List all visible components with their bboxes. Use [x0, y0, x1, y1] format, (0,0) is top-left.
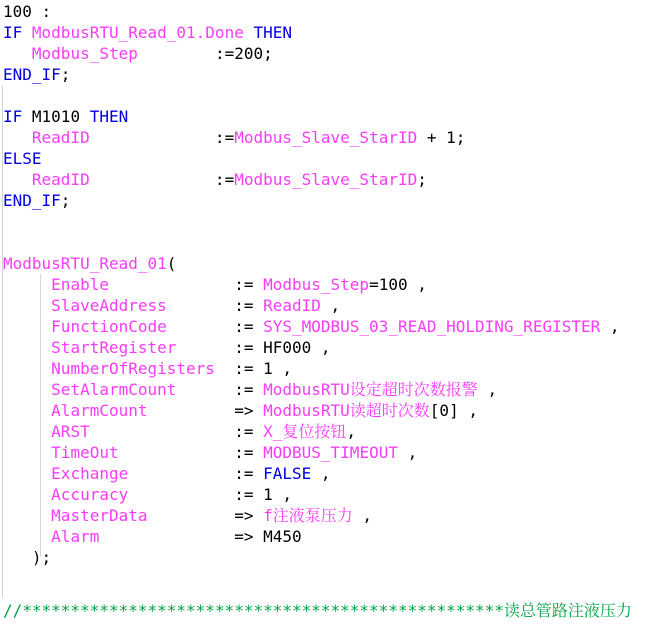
code-token: =100 , — [369, 275, 427, 294]
code-token: 100 : — [3, 2, 52, 21]
code-token: Enable — [51, 275, 109, 294]
code-token — [3, 443, 51, 462]
code-token — [3, 464, 51, 483]
code-token: , — [477, 380, 498, 399]
code-token: := 1 , — [128, 485, 292, 504]
code-token: FALSE — [263, 464, 312, 483]
code-line[interactable] — [3, 337, 620, 358]
code-token — [3, 317, 51, 336]
code-token — [3, 296, 51, 315]
code-token — [3, 422, 51, 441]
code-token: :=200; — [137, 44, 273, 63]
code-token: ReadID — [31, 170, 90, 189]
code-line[interactable] — [3, 190, 620, 211]
code-token: X_复位按钮 — [263, 422, 347, 441]
code-line[interactable] — [3, 232, 620, 253]
code-line[interactable] — [3, 274, 620, 295]
code-token: := — [89, 422, 264, 441]
code-token: END_IF — [3, 65, 61, 84]
code-token: := HF000 , — [176, 338, 331, 357]
code-line[interactable] — [3, 484, 620, 505]
code-token — [80, 107, 90, 126]
code-token: := 1 , — [214, 359, 292, 378]
code-token — [3, 170, 32, 189]
code-token: AlarmCount — [51, 401, 148, 420]
code-token: , — [346, 422, 357, 441]
code-token: := — [128, 464, 264, 483]
code-token: f注液泵压力 — [263, 506, 353, 525]
code-token — [3, 527, 51, 546]
code-line[interactable] — [3, 421, 620, 442]
code-token: := — [89, 128, 235, 147]
code-line[interactable] — [3, 600, 632, 621]
code-line[interactable] — [3, 505, 620, 526]
code-token — [3, 506, 51, 525]
code-token: StartRegister — [51, 338, 177, 357]
code-token: IF — [3, 107, 32, 126]
code-token: Modbus_Step — [263, 275, 370, 294]
code-token: Modbus_Slave_StarID — [234, 170, 418, 189]
code-line[interactable] — [3, 43, 620, 64]
code-line[interactable] — [3, 358, 620, 379]
code-line[interactable] — [3, 463, 620, 484]
code-token: ( — [166, 254, 177, 273]
code-token: THEN — [253, 23, 292, 42]
code-token: => — [147, 401, 264, 420]
code-token — [3, 401, 51, 420]
code-text — [3, 1, 620, 568]
code-token: => — [147, 506, 264, 525]
code-token: SYS_MODBUS_03_READ_HOLDING_REGISTER — [263, 317, 601, 336]
code-token: ARST — [51, 422, 90, 441]
code-token: , — [352, 506, 372, 525]
code-token: //**************************************************读总管路注液压力 — [3, 601, 632, 620]
code-line[interactable] — [3, 295, 620, 316]
code-line[interactable] — [3, 211, 620, 232]
code-token: := — [166, 296, 264, 315]
code-line[interactable] — [3, 127, 620, 148]
code-token — [3, 338, 51, 357]
code-line[interactable] — [3, 379, 620, 400]
code-line[interactable] — [3, 442, 620, 463]
code-line[interactable] — [3, 64, 620, 85]
code-line[interactable] — [3, 253, 620, 274]
code-token — [3, 359, 51, 378]
code-token: + 1; — [417, 128, 466, 147]
code-token: FunctionCode — [51, 317, 167, 336]
code-token: ModbusRTU读超时次数 — [263, 401, 430, 420]
code-token: ; — [417, 170, 427, 189]
code-token: M1010 — [31, 107, 81, 126]
code-token: ; — [60, 191, 71, 210]
code-token: := — [176, 380, 264, 399]
code-token — [3, 380, 51, 399]
code-token: := — [89, 170, 235, 189]
code-token: := — [166, 317, 264, 336]
code-token: [0] , — [429, 401, 478, 420]
code-token: := — [108, 275, 264, 294]
code-token: MasterData — [51, 506, 148, 525]
code-token: MODBUS_TIMEOUT — [263, 443, 398, 462]
code-token: Modbus_Step — [31, 44, 138, 63]
code-token — [3, 485, 51, 504]
code-token: , — [320, 296, 341, 315]
code-line[interactable] — [3, 169, 620, 190]
comment-line — [3, 600, 632, 621]
code-token: , — [600, 317, 620, 336]
code-token: Exchange — [51, 464, 129, 483]
code-token: SlaveAddress — [51, 296, 167, 315]
code-token: TimeOut — [51, 443, 119, 462]
code-token: Alarm — [51, 527, 100, 546]
code-line[interactable] — [3, 1, 620, 22]
code-line[interactable] — [3, 316, 620, 337]
code-token: ModbusRTU设定超时次数报警 — [263, 380, 478, 399]
code-token: := — [118, 443, 264, 462]
code-token: SetAlarmCount — [51, 380, 177, 399]
code-token — [3, 128, 32, 147]
code-token: THEN — [89, 107, 129, 126]
code-line[interactable] — [3, 148, 620, 169]
code-token: , — [397, 443, 418, 462]
code-token: ReadID — [31, 128, 90, 147]
code-line[interactable] — [3, 526, 620, 547]
code-token: , — [311, 464, 331, 483]
code-line[interactable] — [3, 547, 620, 568]
code-token: ELSE — [3, 149, 42, 168]
code-token: Modbus_Slave_StarID — [234, 128, 418, 147]
code-token — [3, 44, 32, 63]
code-token — [3, 275, 51, 294]
code-token: ModbusRTU_Read_01.Done — [31, 23, 244, 42]
code-token: ); — [3, 548, 52, 567]
code-line[interactable] — [3, 400, 620, 421]
code-line[interactable] — [3, 106, 620, 127]
code-token: IF — [3, 23, 32, 42]
code-token: ; — [60, 65, 71, 84]
code-token: => M450 — [99, 527, 302, 546]
code-token: Accuracy — [51, 485, 129, 504]
code-line[interactable] — [3, 22, 620, 43]
code-line[interactable] — [3, 85, 620, 106]
code-token: NumberOfRegisters — [51, 359, 215, 378]
code-token: ReadID — [263, 296, 321, 315]
code-token: END_IF — [3, 191, 61, 210]
code-token: ModbusRTU_Read_01 — [3, 254, 167, 273]
